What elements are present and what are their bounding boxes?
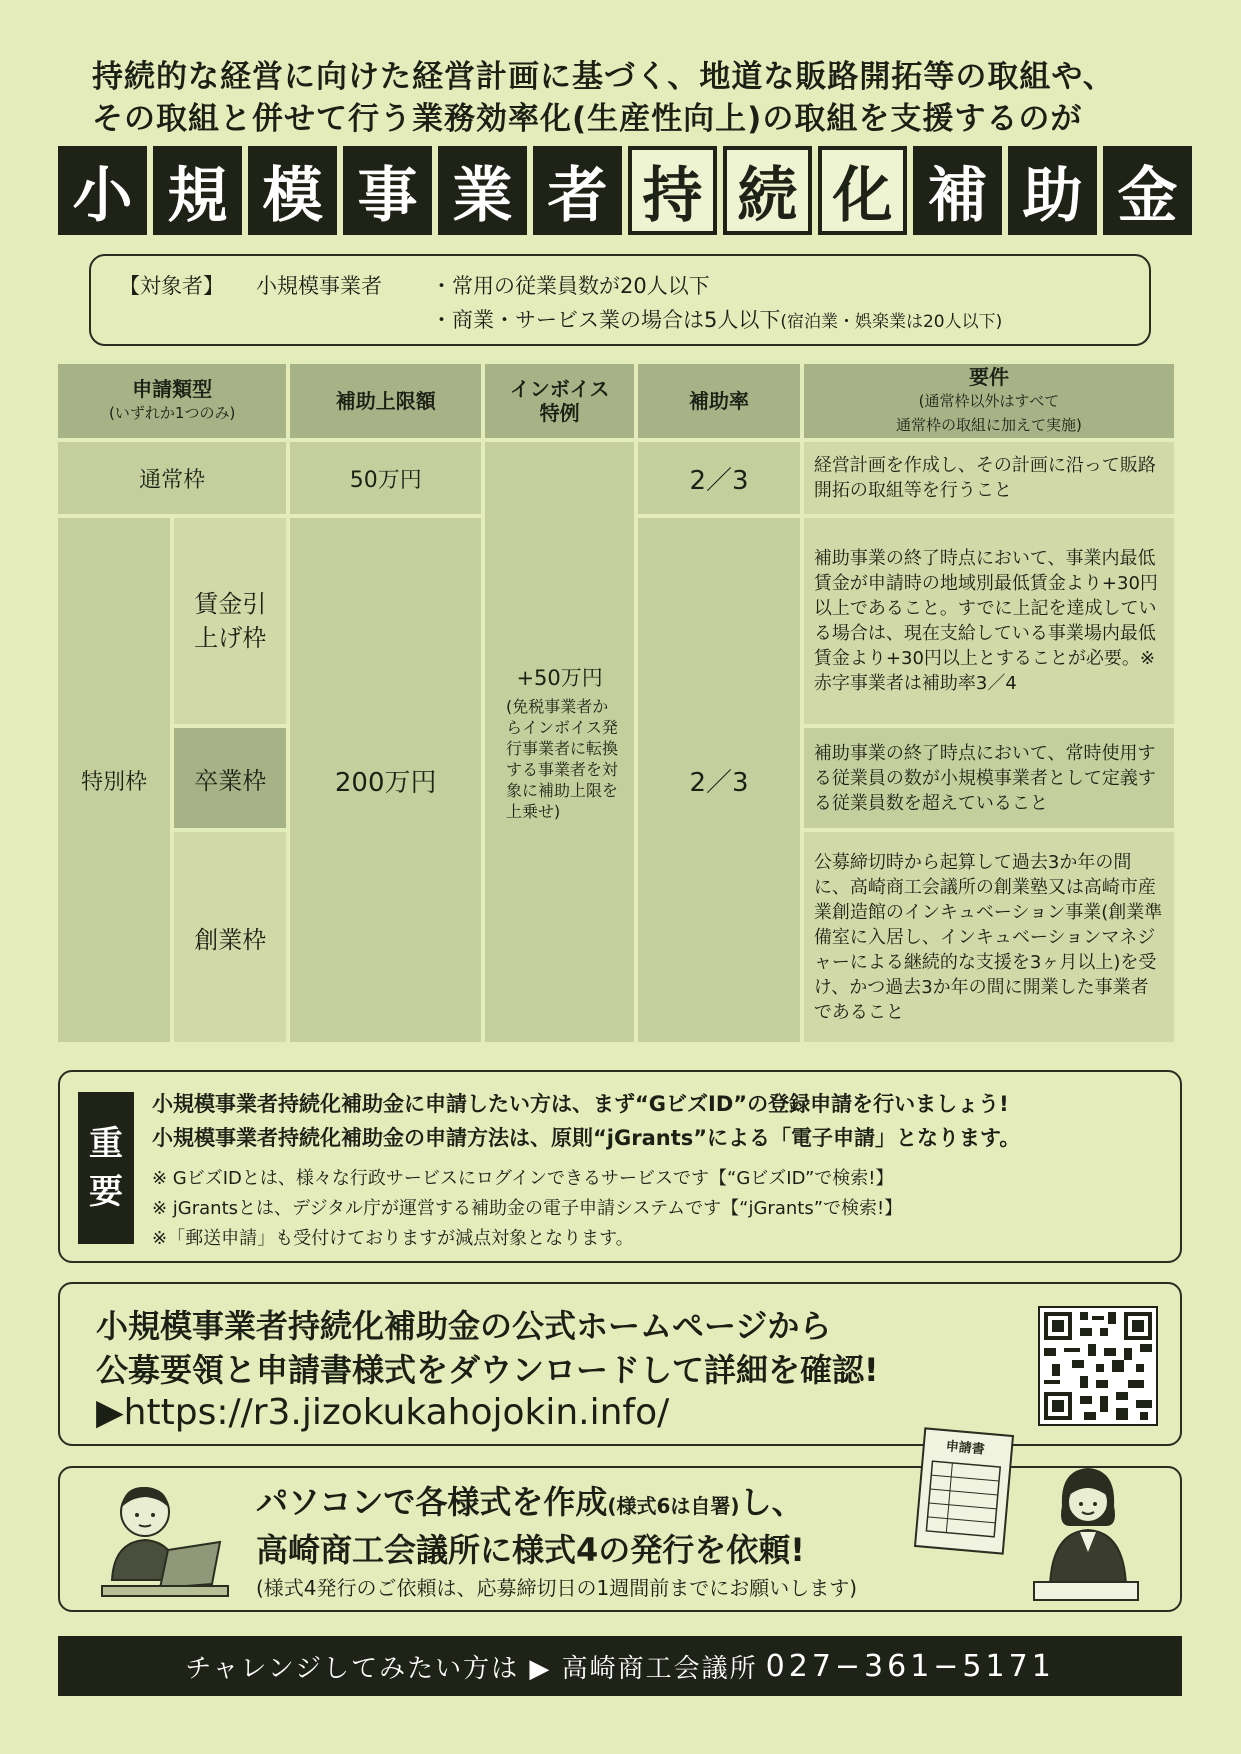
row-wage-req: 補助事業の終了時点において、事業内最低賃金が申請時の地域別最低賃金より+30円以上であること。すでに上記を達成している場合は、現在支給している事業場内最低賃金より+30円以上とすることが必要。※赤字事業者は補助率3／4 (804, 518, 1174, 724)
subsidy-table (54, 360, 1178, 1046)
target-condition-2-note: (宿泊業・娯楽業は20人以下) (780, 312, 1003, 332)
title-char: 業 (438, 146, 527, 235)
important-note-2: ※ jGrantsとは、デジタル庁が運営する補助金の電子申請システムです【“jGrants”で検索!】 (152, 1198, 903, 1219)
invoice-special-cell (485, 442, 634, 1042)
target-condition-1: ・常用の従業員数が20人以下 (431, 274, 710, 298)
page-title (58, 146, 1192, 235)
row-startup-req: 公募締切時から起算して過去3か年の間に、高崎商工会議所の創業塾又は高崎市産業創造館のインキュベーション事業(創業準備室に入居し、インキュベーションマネジャーによる継続的な支援を3ヶ月以上)を受け、かつ過去3か年の間に開業した事業者であること (804, 832, 1174, 1042)
title-char: 助 (1008, 146, 1097, 235)
pc-note: (様式4発行のご依頼は、応募締切日の1週間前までにお願いします) (256, 1576, 858, 1600)
title-char: 化 (818, 146, 907, 235)
row-wage-name: 賃金引 上げ枠 (174, 518, 286, 724)
title-char: 事 (343, 146, 432, 235)
footer-text: チャレンジしてみたい方は ▶ 高崎商工会議所 (185, 1653, 758, 1684)
title-char: 補 (913, 146, 1002, 235)
title-char: 規 (153, 146, 242, 235)
pc-application-box (58, 1439, 1182, 1612)
intro-line-2: その取組と併せて行う業務効率化(生産性向上)の取組を支援するのが (92, 101, 1083, 137)
application-form-icon (912, 1426, 1016, 1556)
header-invoice: インボイス 特例 (485, 364, 634, 438)
title-char: 持 (628, 146, 717, 235)
person-at-laptop-icon (100, 1480, 230, 1604)
important-note-3: ※「郵送申請」も受付けておりますが減点対象となります。 (152, 1228, 634, 1249)
target-who: 小規模事業者 (256, 274, 382, 298)
header-requirements: 要件 (通常枠以外はすべて 通常枠の取組に加えて実施) (804, 364, 1174, 438)
target-box (89, 254, 1151, 346)
row-special-name: 特別枠 (58, 518, 170, 1042)
header-rate: 補助率 (638, 364, 800, 438)
title-char: 者 (533, 146, 622, 235)
important-note-1: ※ GビズIDとは、様々な行政サービスにログインできるサービスです【“GビズID”で検索!】 (152, 1168, 894, 1189)
row-normal-rate: 2／3 (638, 442, 800, 514)
title-char: 小 (58, 146, 147, 235)
staff-person-icon (1026, 1456, 1146, 1610)
pc-heading: パソコンで各様式を作成(様式6は自署)し、 高崎商工会議所に様式4の発行を依頼! (256, 1483, 805, 1569)
row-normal-name: 通常枠 (58, 442, 286, 514)
target-label: 【対象者】 (119, 274, 224, 298)
header-type: 申請類型 (いずれか1つのみ) (58, 364, 286, 438)
target-condition-2: ・商業・サービス業の場合は5人以下(宿泊業・娯楽業は20人以下) (431, 308, 1003, 332)
title-char: 続 (723, 146, 812, 235)
footer-phone[interactable]: 027−361−5171 (765, 1648, 1055, 1684)
row-special-limit: 200万円 (290, 518, 481, 1042)
svg-text:申請書: 申請書 (945, 1439, 986, 1458)
title-char: 模 (248, 146, 337, 235)
row-special-rate: 2／3 (638, 518, 800, 1042)
intro-line-1: 持続的な経営に向けた経営計画に基づく、地道な販路開拓等の取組や、 (92, 59, 1115, 95)
invoice-note: (免税事業者からインボイス発行事業者に転換する事業者を対象に補助上限を上乗せ) (506, 697, 619, 821)
homepage-box (58, 1282, 1182, 1446)
important-box (58, 1070, 1182, 1263)
row-grad-name: 卒業枠 (174, 728, 286, 828)
homepage-url[interactable]: ▶https://r3.jizokukahojokin.info/ (96, 1392, 670, 1433)
header-limit: 補助上限額 (290, 364, 481, 438)
homepage-heading: 小規模事業者持続化補助金の公式ホームページから 公募要領と申請書様式をダウンロードして詳細を確認! (96, 1307, 879, 1389)
row-grad-req: 補助事業の終了時点において、常時使用する従業員の数が小規模事業者として定義する従業員数を超えていること (804, 728, 1174, 828)
invoice-amount: +50万円 (516, 666, 603, 690)
row-normal-req: 経営計画を作成し、その計画に沿って販路開拓の取組等を行うこと (804, 442, 1174, 514)
intro-text (92, 56, 1115, 140)
important-line-2: 小規模事業者持続化補助金の申請方法は、原則“jGrants”による「電子申請」となります。 (152, 1126, 1021, 1150)
title-char: 金 (1103, 146, 1192, 235)
important-badge: 重 要 (78, 1092, 134, 1244)
qr-code-icon (1038, 1306, 1158, 1426)
contact-footer (58, 1636, 1182, 1696)
important-line-1: 小規模事業者持続化補助金に申請したい方は、まず“GビズID”の登録申請を行いましょう! (152, 1092, 1009, 1116)
row-startup-name: 創業枠 (174, 832, 286, 1042)
row-normal-limit: 50万円 (290, 442, 481, 514)
